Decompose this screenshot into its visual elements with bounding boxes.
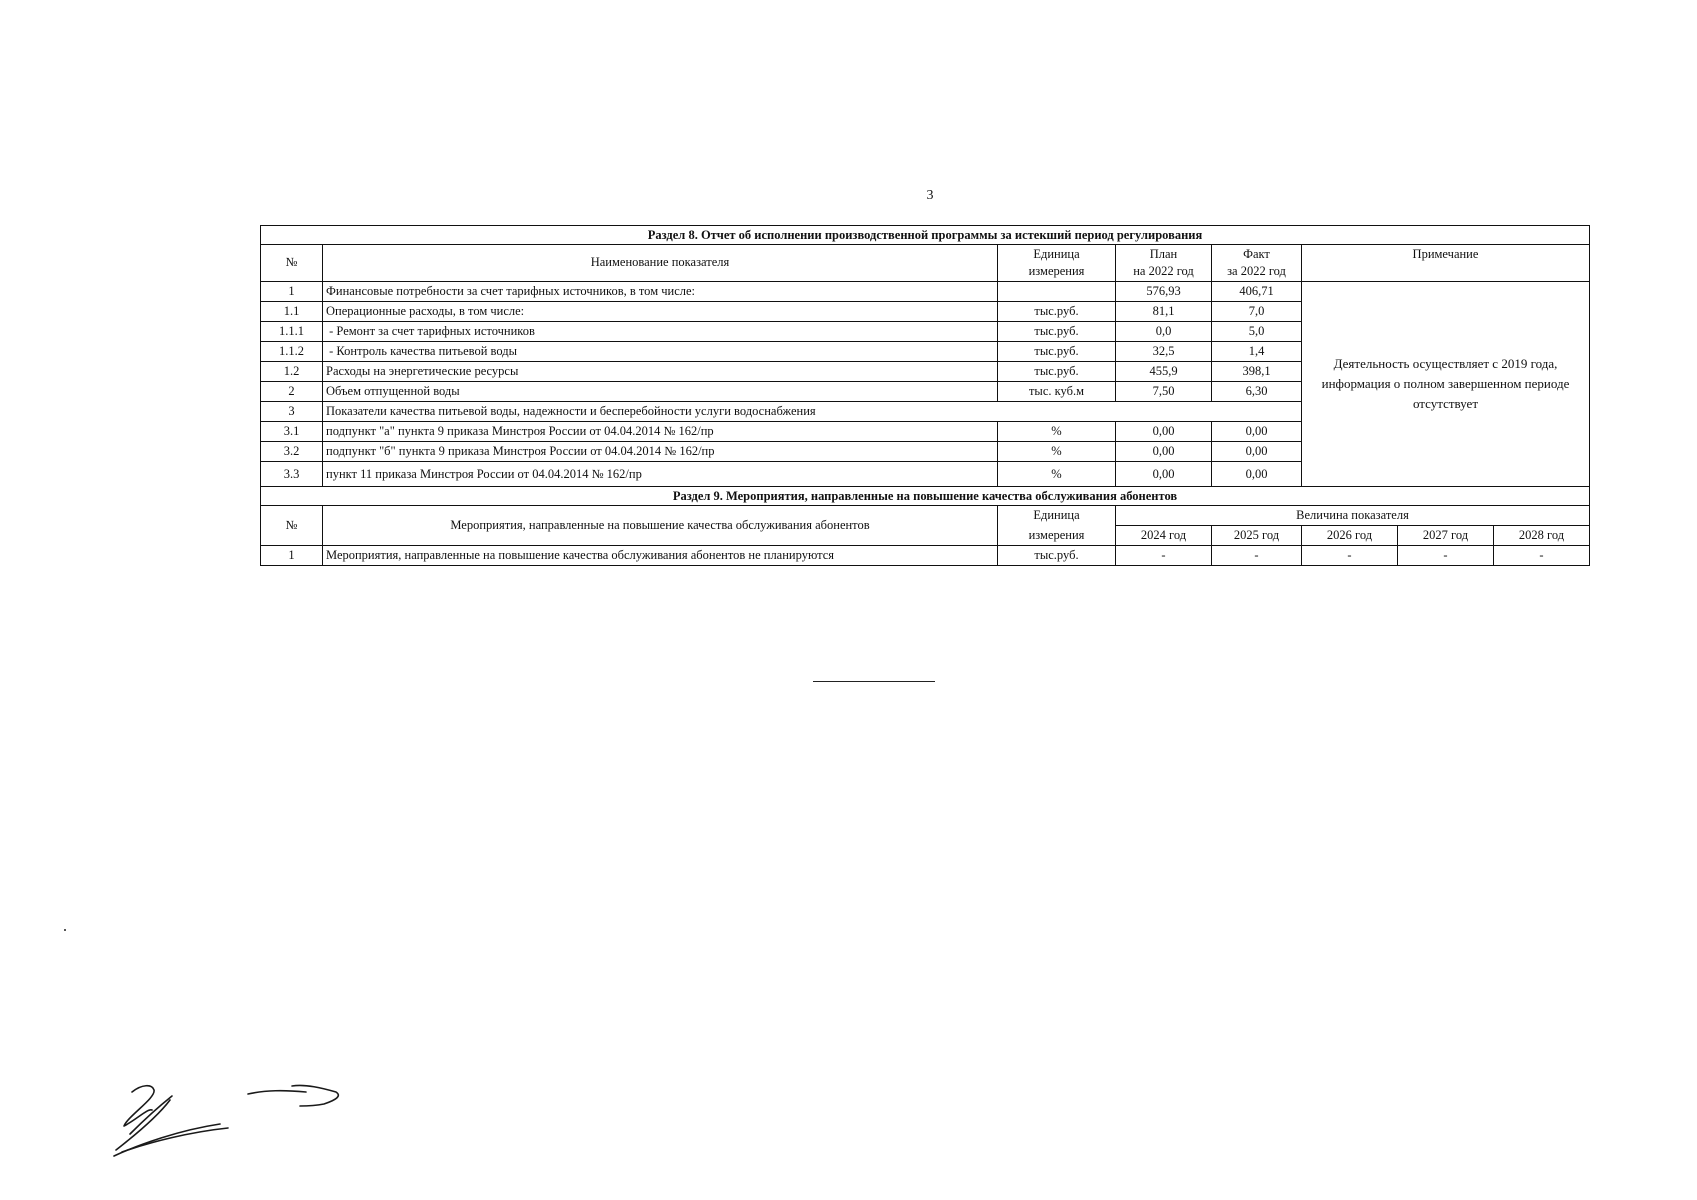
- row-unit: тыс.руб.: [998, 301, 1116, 321]
- year-2025: 2025 год: [1212, 525, 1302, 545]
- row-name: Показатели качества питьевой воды, надежности и бесперебойности услуги водоснабжения: [323, 401, 1302, 421]
- year-2027: 2027 год: [1398, 525, 1494, 545]
- row-value-2024: -: [1116, 545, 1212, 565]
- row-plan: 0,00: [1116, 441, 1212, 461]
- page-number: 3: [926, 188, 934, 203]
- row-num: 3: [261, 401, 323, 421]
- row-fact: 1,4: [1212, 341, 1302, 361]
- row-name: пункт 11 приказа Минстроя России от 04.04.2014 № 162/пр: [323, 461, 998, 486]
- header-unit-line2: измерения: [998, 525, 1116, 545]
- row-unit: %: [998, 461, 1116, 486]
- table-row: [261, 545, 1590, 565]
- row-name: Мероприятия, направленные на повышение качества обслуживания абонентов не планируются: [323, 545, 998, 565]
- row-num: 1: [261, 281, 323, 301]
- row-num: 1.1: [261, 301, 323, 321]
- header-plan-line2: на 2022 год: [1133, 263, 1194, 278]
- row-plan: 455,9: [1116, 361, 1212, 381]
- row-fact: 0,00: [1212, 461, 1302, 486]
- header-unit-line1: Единица: [998, 505, 1116, 525]
- section9-title: Раздел 9. Мероприятия, направленные на повышение качества обслуживания абонентов: [261, 486, 1590, 505]
- row-num: 3.3: [261, 461, 323, 486]
- header-name: Наименование показателя: [323, 245, 998, 282]
- row-num: 3.2: [261, 441, 323, 461]
- row-unit: тыс.руб.: [998, 545, 1116, 565]
- row-unit: %: [998, 441, 1116, 461]
- row-unit: тыс.руб.: [998, 361, 1116, 381]
- section9-title-row: [261, 486, 1590, 505]
- row-name: подпункт "б" пункта 9 приказа Минстроя России от 04.04.2014 № 162/пр: [323, 441, 998, 461]
- row-num: 1.1.2: [261, 341, 323, 361]
- header-unit: [998, 245, 1116, 282]
- header-value: Величина показателя: [1116, 505, 1590, 525]
- header-num: №: [261, 505, 323, 545]
- row-name: подпункт "а" пункта 9 приказа Минстроя России от 04.04.2014 № 162/пр: [323, 421, 998, 441]
- header-fact-line2: за 2022 год: [1227, 263, 1286, 278]
- row-plan: 81,1: [1116, 301, 1212, 321]
- note-cell: Деятельность осуществляет с 2019 года, информация о полном завершенном периоде отсутствует: [1302, 281, 1590, 486]
- row-name: Объем отпущенной воды: [323, 381, 998, 401]
- row-value-2028: -: [1494, 545, 1590, 565]
- row-unit: тыс.руб.: [998, 341, 1116, 361]
- row-plan: 7,50: [1116, 381, 1212, 401]
- row-num: 3.1: [261, 421, 323, 441]
- row-fact: 0,00: [1212, 421, 1302, 441]
- row-plan: 32,5: [1116, 341, 1212, 361]
- divider-line: [813, 681, 935, 682]
- header-fact-line1: Факт: [1243, 247, 1270, 261]
- row-name: - Ремонт за счет тарифных источников: [323, 321, 998, 341]
- row-num: 1: [261, 545, 323, 565]
- row-value-2027: -: [1398, 545, 1494, 565]
- row-fact: 406,71: [1212, 281, 1302, 301]
- header-note: Примечание: [1302, 245, 1590, 282]
- row-num: 2: [261, 381, 323, 401]
- header-unit-line2: измерения: [1028, 263, 1085, 278]
- row-value-2025: -: [1212, 545, 1302, 565]
- row-value-2026: -: [1302, 545, 1398, 565]
- row-plan: 0,00: [1116, 461, 1212, 486]
- row-fact: 5,0: [1212, 321, 1302, 341]
- row-name: Расходы на энергетические ресурсы: [323, 361, 998, 381]
- section8-title-row: [261, 226, 1590, 245]
- row-unit: [998, 281, 1116, 301]
- row-plan: 576,93: [1116, 281, 1212, 301]
- section8-title: Раздел 8. Отчет об исполнении производственной программы за истекший период регулирования: [261, 226, 1590, 245]
- year-2026: 2026 год: [1302, 525, 1398, 545]
- header-unit-line1: Единица: [1033, 247, 1080, 261]
- section9-header-row: [261, 505, 1590, 525]
- report-table: [260, 225, 1590, 566]
- header-name: Мероприятия, направленные на повышение качества обслуживания абонентов: [323, 505, 998, 545]
- handwritten-signature: [110, 1070, 350, 1180]
- year-2024: 2024 год: [1116, 525, 1212, 545]
- header-plan: [1116, 245, 1212, 282]
- row-fact: 7,0: [1212, 301, 1302, 321]
- row-fact: 6,30: [1212, 381, 1302, 401]
- row-name: Финансовые потребности за счет тарифных источников, в том числе:: [323, 281, 998, 301]
- header-plan-line1: План: [1149, 247, 1178, 261]
- row-fact: 0,00: [1212, 441, 1302, 461]
- row-num: 1.1.1: [261, 321, 323, 341]
- row-num: 1.2: [261, 361, 323, 381]
- header-fact: [1212, 245, 1302, 282]
- row-name: - Контроль качества питьевой воды: [323, 341, 998, 361]
- year-2028: 2028 год: [1494, 525, 1590, 545]
- table-row: [261, 281, 1590, 301]
- row-plan: 0,00: [1116, 421, 1212, 441]
- header-num: №: [261, 245, 323, 282]
- row-unit: тыс.руб.: [998, 321, 1116, 341]
- row-unit: %: [998, 421, 1116, 441]
- scan-speck: [64, 929, 66, 931]
- section8-header-row: [261, 245, 1590, 282]
- row-fact: 398,1: [1212, 361, 1302, 381]
- row-plan: 0,0: [1116, 321, 1212, 341]
- row-unit: тыс. куб.м: [998, 381, 1116, 401]
- row-name: Операционные расходы, в том числе:: [323, 301, 998, 321]
